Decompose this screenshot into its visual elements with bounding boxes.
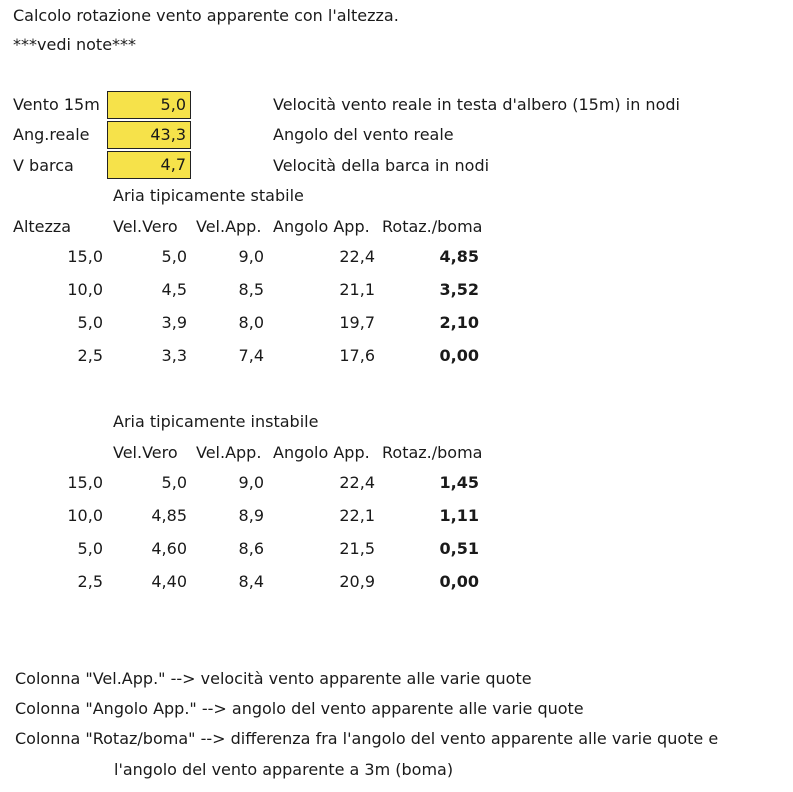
unstable-cell-r2-c0: 5,0 xyxy=(77,539,103,558)
col-header-rotaz-2: Rotaz./boma xyxy=(382,443,483,462)
stable-cell-r1-c3: 21,1 xyxy=(339,280,375,299)
unstable-cell-r3-c1: 4,40 xyxy=(151,572,187,591)
col-header-altezza: Altezza xyxy=(13,217,72,236)
unstable-cell-r3-c0: 2,5 xyxy=(77,572,103,591)
unstable-cell-r1-c4: 1,11 xyxy=(439,506,479,525)
unstable-cell-r0-c4: 1,45 xyxy=(439,473,479,492)
stable-cell-r2-c2: 8,0 xyxy=(238,313,264,332)
stable-cell-r0-c2: 9,0 xyxy=(238,247,264,266)
stable-cell-r0-c3: 22,4 xyxy=(339,247,375,266)
unstable-cell-r0-c0: 15,0 xyxy=(67,473,103,492)
stable-cell-r3-c1: 3,3 xyxy=(161,346,187,365)
unstable-cell-r1-c1: 4,85 xyxy=(151,506,187,525)
input-desc-vbarca: Velocità della barca in nodi xyxy=(273,156,490,175)
unstable-cell-r1-c2: 8,9 xyxy=(238,506,264,525)
stable-cell-r1-c4: 3,52 xyxy=(439,280,479,299)
col-header-vel-app-2: Vel.App. xyxy=(196,443,262,462)
stable-cell-r0-c1: 5,0 xyxy=(161,247,187,266)
col-header-vel-vero-2: Vel.Vero xyxy=(113,443,178,462)
unstable-cell-r3-c4: 0,00 xyxy=(439,572,479,591)
stable-cell-r2-c0: 5,0 xyxy=(77,313,103,332)
page-title: Calcolo rotazione vento apparente con l'altezza. xyxy=(13,6,399,25)
input-label-vbarca: V barca xyxy=(13,156,74,175)
col-header-vel-app: Vel.App. xyxy=(196,217,262,236)
stable-cell-r0-c4: 4,85 xyxy=(439,247,479,266)
note-rotaz: Colonna "Rotaz/boma" --> differenza fra l'angolo del vento apparente alle varie quote e xyxy=(15,729,719,748)
stable-section-title: Aria tipicamente stabile xyxy=(113,186,304,205)
input-label-angolo: Ang.reale xyxy=(13,125,90,144)
input-desc-vento: Velocità vento reale in testa d'albero (15m) in nodi xyxy=(273,95,680,114)
stable-cell-r2-c1: 3,9 xyxy=(161,313,187,332)
note-angolo-app: Colonna "Angolo App." --> angolo del vento apparente alle varie quote xyxy=(15,699,584,718)
stable-cell-r2-c3: 19,7 xyxy=(339,313,375,332)
note-vel-app: Colonna "Vel.App." --> velocità vento apparente alle varie quote xyxy=(15,669,532,688)
stable-cell-r0-c0: 15,0 xyxy=(67,247,103,266)
unstable-cell-r0-c3: 22,4 xyxy=(339,473,375,492)
unstable-cell-r3-c2: 8,4 xyxy=(238,572,264,591)
stable-cell-r2-c4: 2,10 xyxy=(439,313,479,332)
unstable-cell-r1-c0: 10,0 xyxy=(67,506,103,525)
note-rotaz-cont: l'angolo del vento apparente a 3m (boma) xyxy=(114,760,454,779)
unstable-cell-r0-c1: 5,0 xyxy=(161,473,187,492)
stable-cell-r3-c2: 7,4 xyxy=(238,346,264,365)
unstable-cell-r2-c2: 8,6 xyxy=(238,539,264,558)
col-header-vel-vero: Vel.Vero xyxy=(113,217,178,236)
col-header-rotaz: Rotaz./boma xyxy=(382,217,483,236)
input-ang-reale[interactable]: 43,3 xyxy=(107,121,191,149)
stable-cell-r1-c1: 4,5 xyxy=(161,280,187,299)
unstable-cell-r0-c2: 9,0 xyxy=(238,473,264,492)
stable-cell-r3-c3: 17,6 xyxy=(339,346,375,365)
stable-cell-r3-c4: 0,00 xyxy=(439,346,479,365)
input-v-barca[interactable]: 4,7 xyxy=(107,151,191,179)
unstable-section-title: Aria tipicamente instabile xyxy=(113,412,319,431)
input-desc-angolo: Angolo del vento reale xyxy=(273,125,454,144)
page-subtitle: ***vedi note*** xyxy=(13,35,137,54)
unstable-cell-r2-c3: 21,5 xyxy=(339,539,375,558)
input-vento-15m[interactable]: 5,0 xyxy=(107,91,191,119)
unstable-cell-r1-c3: 22,1 xyxy=(339,506,375,525)
unstable-cell-r2-c4: 0,51 xyxy=(439,539,479,558)
col-header-angolo-app-2: Angolo App. xyxy=(273,443,370,462)
unstable-cell-r3-c3: 20,9 xyxy=(339,572,375,591)
input-label-vento: Vento 15m xyxy=(13,95,100,114)
unstable-cell-r2-c1: 4,60 xyxy=(151,539,187,558)
stable-cell-r1-c0: 10,0 xyxy=(67,280,103,299)
stable-cell-r1-c2: 8,5 xyxy=(238,280,264,299)
stable-cell-r3-c0: 2,5 xyxy=(77,346,103,365)
col-header-angolo-app: Angolo App. xyxy=(273,217,370,236)
